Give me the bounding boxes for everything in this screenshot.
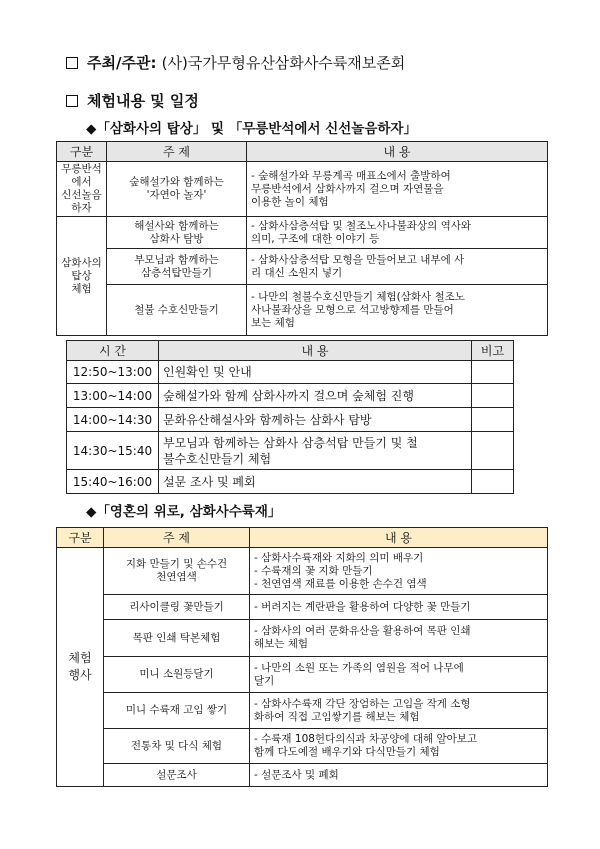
note-cell bbox=[472, 470, 514, 494]
content-cell: - 버려지는 계란판을 활용하여 다양한 꽃 만들기 bbox=[250, 595, 548, 620]
column-header: 내 용 bbox=[159, 341, 472, 361]
topic-cell: 설문조사 bbox=[104, 764, 250, 787]
schedule-table bbox=[66, 340, 514, 494]
section-title: 체험내용 및 일정 bbox=[87, 92, 199, 110]
column-header: 주 제 bbox=[107, 142, 247, 162]
content-cell: - 삼화사삼층석탑 모형을 만들어보고 내부에 사 리 대신 소원지 넣기 bbox=[247, 249, 548, 285]
topic-cell: 숲해설가와 함께하는 '자연아 놀자' bbox=[107, 162, 247, 217]
content-cell: 숲해설가와 함께 삼화사까지 걸으며 숲체험 진행 bbox=[159, 384, 472, 408]
column-header: 시 간 bbox=[67, 341, 159, 361]
program2-table bbox=[56, 527, 548, 787]
table-header-row bbox=[57, 142, 548, 162]
column-header: 내 용 bbox=[250, 528, 548, 548]
time-cell: 14:00~14:30 bbox=[67, 408, 159, 432]
content-cell: - 나만의 철불수호신만들기 체험(삼화사 철조노 사나불좌상을 모형으로 석고방향제를 만들어 보는 체험 bbox=[247, 285, 548, 336]
content-cell: - 삼화사삼층석탑 및 철조노사나불좌상의 역사와 의미, 구조에 대한 이야기 등 bbox=[247, 217, 548, 249]
content-cell: 인원확인 및 안내 bbox=[159, 361, 472, 384]
category-cell: 삼화사의 탑상 체험 bbox=[57, 217, 107, 336]
table-row bbox=[57, 764, 548, 787]
topic-cell: 부모님과 함께하는 삼층석탑만들기 bbox=[107, 249, 247, 285]
table-header-row bbox=[57, 528, 548, 548]
topic-cell: 미니 수륙재 고임 쌓기 bbox=[104, 693, 250, 729]
content-cell: - 삼화사의 여러 문화유산을 활용하여 목판 인쇄 해보는 체험 bbox=[250, 620, 548, 657]
table-row bbox=[67, 470, 514, 494]
column-header: 구분 bbox=[57, 528, 104, 548]
topic-cell: 리사이클링 꽃만들기 bbox=[104, 595, 250, 620]
content-cell: 부모님과 함께하는 삼화사 삼층석탑 만들기 및 철 불수호신만들기 체험 bbox=[159, 432, 472, 470]
time-cell: 15:40~16:00 bbox=[67, 470, 159, 494]
content-cell: - 수륙재 108헌다의식과 차공양에 대해 알아보고 함께 다도예절 배우기와 다식만들기 체험 bbox=[250, 729, 548, 764]
table-row bbox=[57, 162, 548, 217]
topic-cell: 미니 소원등달기 bbox=[104, 657, 250, 693]
table-row bbox=[57, 693, 548, 729]
content-cell: 설문 조사 및 폐회 bbox=[159, 470, 472, 494]
time-cell: 14:30~15:40 bbox=[67, 432, 159, 470]
topic-cell: 철불 수호신만들기 bbox=[107, 285, 247, 336]
category-cell: 무릉반석 에서 신선놀음 하자 bbox=[57, 162, 107, 217]
content-cell: - 설문조사 및 폐회 bbox=[250, 764, 548, 787]
table-row bbox=[67, 408, 514, 432]
section-title-line bbox=[66, 90, 199, 111]
column-header: 주 제 bbox=[104, 528, 250, 548]
organizer-line bbox=[66, 52, 405, 73]
topic-cell: 전통차 및 다식 체험 bbox=[104, 729, 250, 764]
content-cell: - 숲해설가와 무릉계곡 매표소에서 출발하여 무릉반석에서 삼화사까지 걸으며 자연물을 이용한 놀이 체험 bbox=[247, 162, 548, 217]
time-cell: 12:50~13:00 bbox=[67, 361, 159, 384]
column-header: 구분 bbox=[57, 142, 107, 162]
column-header: 내 용 bbox=[247, 142, 548, 162]
table-row bbox=[57, 249, 548, 285]
content-cell: - 삼화사수륙재 각단 장엄하는 고임을 작게 소형 화하여 직접 고임쌓기를 해보는 체험 bbox=[250, 693, 548, 729]
note-cell bbox=[472, 432, 514, 470]
note-cell bbox=[472, 408, 514, 432]
table-row bbox=[57, 657, 548, 693]
topic-cell: 목판 인쇄 탁본체험 bbox=[104, 620, 250, 657]
table-row bbox=[57, 285, 548, 336]
table-row bbox=[57, 548, 548, 595]
table-row bbox=[67, 361, 514, 384]
content-cell: 문화유산해설사와 함께하는 삼화사 탐방 bbox=[159, 408, 472, 432]
organizer-value: (사)국가무형유산삼화사수륙재보존회 bbox=[161, 54, 406, 72]
table-row bbox=[57, 595, 548, 620]
checkbox-square-icon bbox=[66, 95, 78, 107]
content-cell: - 삼화사수륙재와 지화의 의미 배우기 - 수륙재의 꽃 지화 만들기 - 천연염색 재료를 이용한 손수건 염색 bbox=[250, 548, 548, 595]
table-row bbox=[57, 217, 548, 249]
table-header-row bbox=[67, 341, 514, 361]
note-cell bbox=[472, 361, 514, 384]
category-cell: 체험 행사 bbox=[57, 548, 104, 787]
column-header: 비고 bbox=[472, 341, 514, 361]
content-cell: - 나만의 소원 또는 가족의 염원을 적어 나무에 달기 bbox=[250, 657, 548, 693]
table-row bbox=[67, 384, 514, 408]
table-row bbox=[57, 620, 548, 657]
program2-title: ◆「영혼의 위로, 삼화사수륙재」 bbox=[86, 504, 282, 520]
table-row bbox=[57, 729, 548, 764]
topic-cell: 해설사와 함께하는 삼화사 탐방 bbox=[107, 217, 247, 249]
organizer-label: 주최/주관: bbox=[87, 54, 162, 72]
note-cell bbox=[472, 384, 514, 408]
program1-table bbox=[56, 141, 548, 336]
table-row bbox=[67, 432, 514, 470]
program1-title: ◆「삼화사의 탑상」 및 「무릉반석에서 신선놀음하자」 bbox=[86, 121, 417, 137]
topic-cell: 지화 만들기 및 손수건 천연염색 bbox=[104, 548, 250, 595]
time-cell: 13:00~14:00 bbox=[67, 384, 159, 408]
checkbox-square-icon bbox=[66, 57, 78, 69]
